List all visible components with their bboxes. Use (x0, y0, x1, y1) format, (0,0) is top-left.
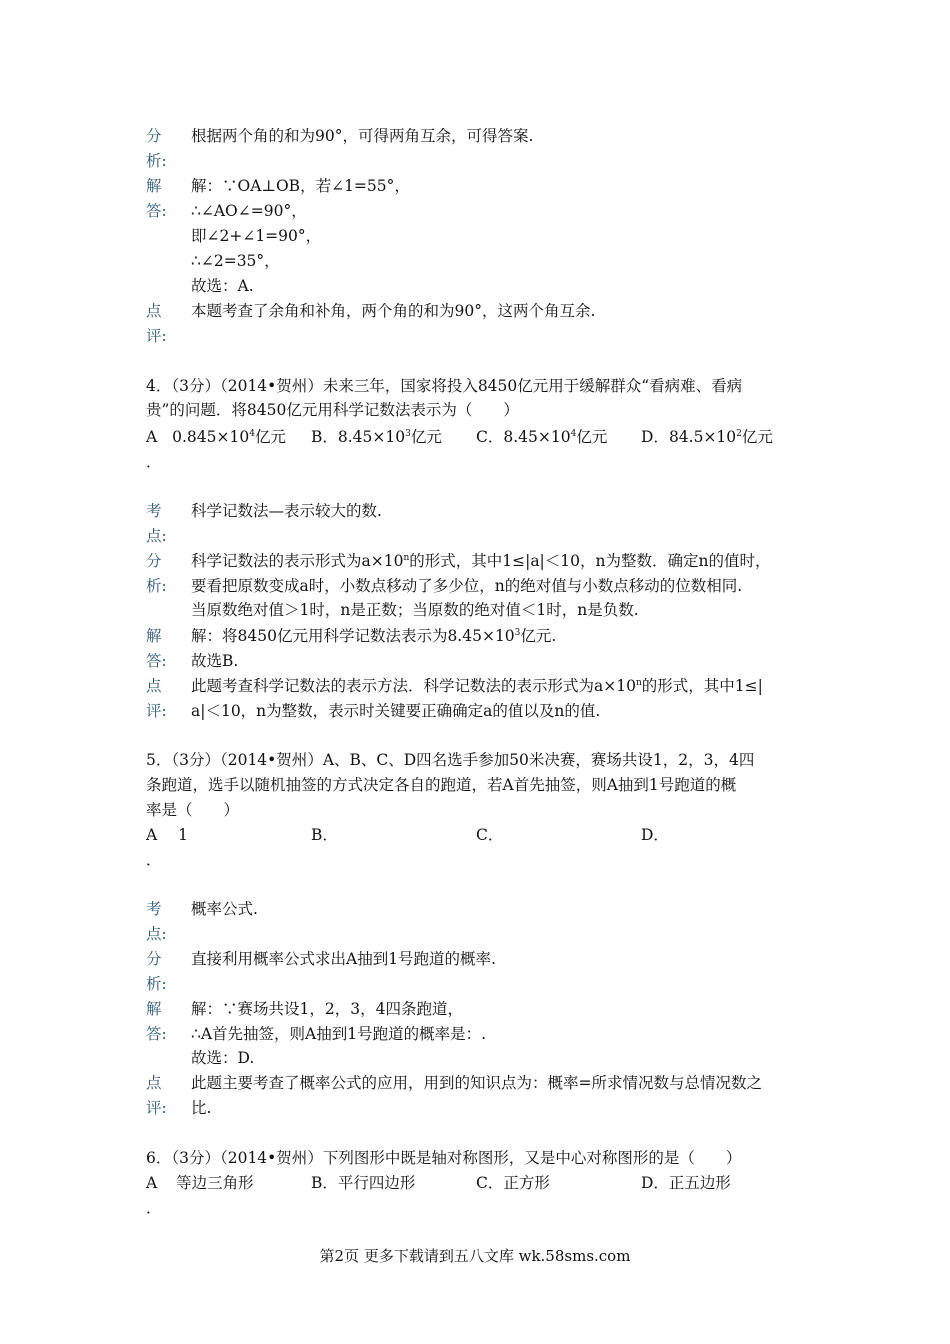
analysis-text: 根据两个角的和为90°，可得两角互余，可得答案. (191, 127, 534, 145)
comment-label: 点 (146, 302, 162, 320)
solution-label: 解 (146, 1000, 162, 1018)
q4-option-b[interactable] (311, 425, 442, 449)
comment-label-2: 评: (146, 1099, 167, 1117)
q5-stem-line3: 率是（ ） (146, 801, 240, 819)
q5-stem-line1: 5．（3分）（2014•贺州）A、B、C、D四名选手参加50米决赛，赛场共设1，2，3，4四 (146, 751, 755, 769)
q5-stem-line2: 条跑道，选手以随机抽签的方式决定各自的跑道，若A首先抽签，则A抽到1号跑道的概 (146, 776, 737, 794)
option-unit: 亿元 (254, 428, 286, 446)
option-value: 8.45×10 (503, 428, 571, 446)
comment-label: 点 (146, 1074, 162, 1092)
analysis-exponent: n (403, 552, 410, 563)
q4-option-c[interactable] (476, 425, 607, 449)
q4-stem-line1: 4．（3分）（2014•贺州）未来三年，国家将投入8450亿元用于缓解群众“看病难、看病 (146, 377, 743, 395)
option-unit: 亿元 (576, 428, 608, 446)
q6-option-dot: ． (146, 1199, 162, 1217)
option-letter: C． (476, 428, 504, 446)
solution-label-2: 答: (146, 202, 167, 220)
solution-text: 故选B. (191, 652, 239, 670)
key-point-label-2: 点: (146, 527, 167, 545)
analysis-label: 分 (146, 950, 162, 968)
comment-text: 本题考查了余角和补角，两个角的和为90°，这两个角互余. (191, 302, 596, 320)
q5-option-c[interactable]: C． (476, 826, 504, 844)
solution-label: 解 (146, 177, 162, 195)
option-exponent: 4 (570, 428, 577, 439)
solution-exponent: 3 (514, 627, 521, 638)
q6-option-b[interactable]: B．平行四边形 (311, 1174, 416, 1192)
comment-text: 此题考查科学记数法的表示方法．科学记数法的表示形式为a×10 (191, 677, 636, 695)
solution-line: 解：∵赛场共设1，2，3，4四条跑道， (191, 1000, 463, 1018)
solution-line: ∴A首先抽签，则A抽到1号跑道的概率是：. (191, 1025, 487, 1043)
q6-option-a[interactable] (146, 1171, 254, 1195)
option-value: 等边三角形 (176, 1174, 254, 1192)
q5-option-d[interactable]: D． (641, 826, 669, 844)
analysis-text: 科学记数法的表示形式为a×10 (191, 552, 404, 570)
comment-text: 此题主要考查了概率公式的应用，用到的知识点为：概率=所求情况数与总情况数之 (191, 1074, 762, 1092)
q4-stem-line2: 贵”的问题．将8450亿元用科学记数法表示为（ ） (146, 401, 519, 419)
option-letter: B． (311, 428, 338, 446)
analysis-label-2: 析: (146, 152, 167, 170)
option-unit: 亿元 (410, 428, 442, 446)
option-value: 1 (178, 826, 189, 844)
solution-line: 解：∵OA⊥OB，若∠1=55°， (191, 177, 410, 195)
option-value: 8.45×10 (337, 428, 406, 446)
option-letter: D． (641, 428, 669, 446)
option-letter: A (146, 1174, 158, 1192)
analysis-text: 当原数绝对值＞1时，n是正数；当原数的绝对值＜1时，n是负数. (191, 601, 639, 619)
solution-label: 解 (146, 627, 162, 645)
solution-line: 故选：A. (191, 277, 254, 295)
solution-text: 亿元. (520, 627, 557, 645)
solution-line: ∴∠2=35°， (191, 252, 280, 270)
analysis-label-2: 析: (146, 577, 167, 595)
option-exponent: 3 (405, 428, 411, 439)
analysis-label: 分 (146, 552, 162, 570)
q6-option-c[interactable]: C．正方形 (476, 1174, 550, 1192)
analysis-text: 直接利用概率公式求出A抽到1号跑道的概率. (191, 950, 496, 968)
q5-option-dot: ． (146, 851, 162, 869)
key-point-label: 考 (146, 900, 162, 918)
q5-option-b[interactable]: B． (311, 826, 338, 844)
key-point-text: 科学记数法—表示较大的数. (191, 502, 382, 520)
q4-option-a[interactable] (146, 425, 286, 449)
q4-option-d[interactable] (641, 425, 773, 449)
option-exponent: 4 (249, 428, 255, 439)
page-footer: 第2页 更多下载请到五八文库 wk.58sms.com (319, 1247, 631, 1265)
comment-label: 点 (146, 677, 162, 695)
comment-line1 (191, 674, 763, 698)
analysis-text: 的形式，其中1≤|a|＜10，n为整数．确定n的值时， (409, 552, 771, 570)
option-exponent: 2 (736, 428, 742, 439)
q4-option-dot: ． (146, 453, 162, 471)
solution-line: 故选：D. (191, 1049, 255, 1067)
solution-text: 解：将8450亿元用科学记数法表示为8.45×10 (191, 627, 515, 645)
analysis-text: 要看把原数变成a时，小数点移动了多少位，n的绝对值与小数点移动的位数相同. (191, 577, 743, 595)
analysis-line1 (191, 549, 770, 573)
analysis-label: 分 (146, 127, 162, 145)
comment-label-2: 评: (146, 327, 167, 345)
key-point-label: 考 (146, 502, 162, 520)
analysis-label-2: 析: (146, 975, 167, 993)
comment-text: 的形式，其中1≤| (641, 677, 763, 695)
option-unit: 亿元 (741, 428, 773, 446)
q5-option-a[interactable] (146, 823, 188, 847)
comment-text: a|＜10，n为整数，表示时关键要正确确定a的值以及n的值. (191, 702, 601, 720)
key-point-label-2: 点: (146, 925, 167, 943)
comment-label-2: 评: (146, 702, 167, 720)
q6-stem-line1: 6．（3分）（2014•贺州）下列图形中既是轴对称图形，又是中心对称图形的是（ ） (146, 1149, 742, 1167)
solution-line1 (191, 624, 556, 648)
solution-label-2: 答: (146, 652, 167, 670)
solution-label-2: 答: (146, 1025, 167, 1043)
q6-option-d[interactable]: D．正五边形 (641, 1174, 731, 1192)
comment-text: 比. (191, 1099, 212, 1117)
option-value: 0.845×10 (172, 428, 250, 446)
solution-line: ∴∠AO∠=90°， (191, 202, 307, 220)
option-letter: A (146, 826, 158, 844)
key-point-text: 概率公式. (191, 900, 258, 918)
option-letter: A (146, 428, 158, 446)
solution-line: 即∠2+∠1=90°， (191, 227, 322, 245)
option-value: 84.5×10 (668, 428, 737, 446)
comment-exponent: n (635, 677, 642, 688)
